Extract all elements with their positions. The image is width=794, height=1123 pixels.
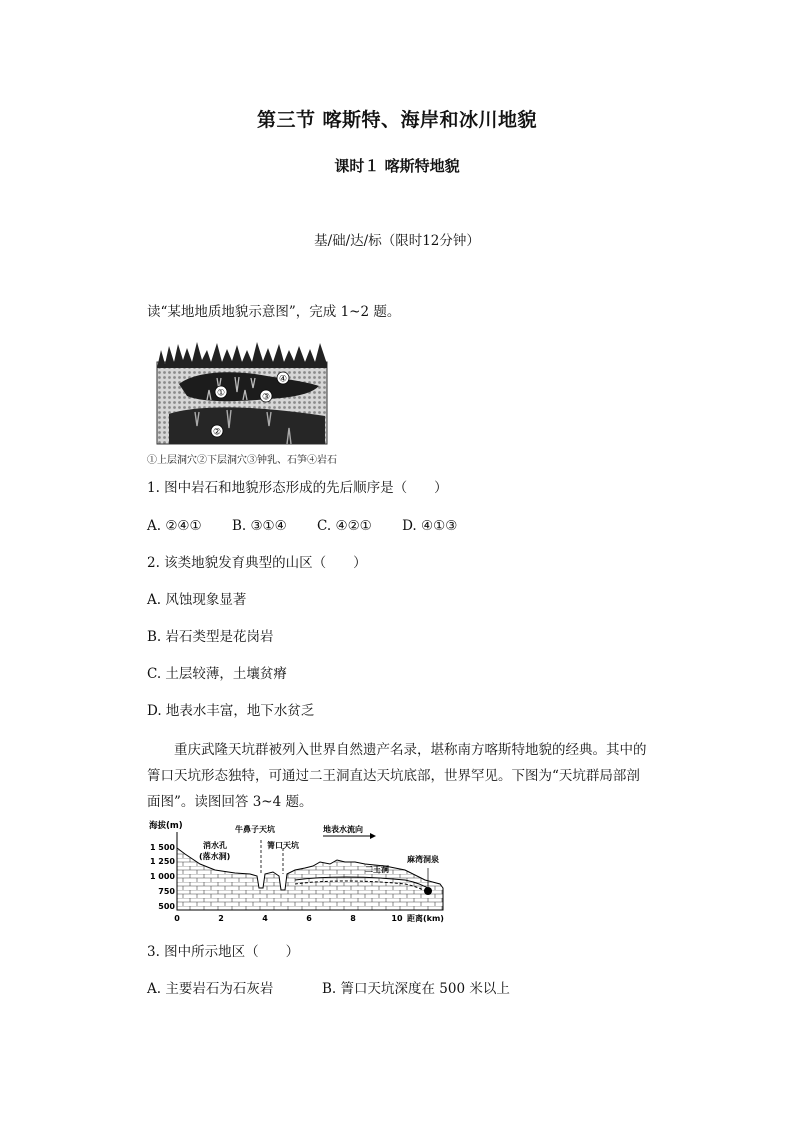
label-niubizi: 牛鼻子天坑	[235, 825, 275, 834]
question-3-stem: 3. 图中所示地区（ ）	[147, 944, 300, 960]
y-tick-1500: 1 500	[149, 843, 175, 852]
x-tick-10: 10	[391, 914, 403, 923]
x-tick-6: 6	[306, 914, 312, 923]
figure-caption: ①上层洞穴②下层洞穴③钟乳、石笋④岩石	[147, 455, 337, 466]
marker-4: ④	[278, 374, 288, 385]
figure-karst-section	[147, 340, 337, 466]
question-2-stem: 2. 该类地貌发育典型的山区（ ）	[147, 555, 367, 571]
label-erwang: 二王洞	[365, 865, 389, 874]
lesson-subtitle: 课时１ 喀斯特地貌	[334, 157, 460, 175]
page-title: 第三节 喀斯特、海岸和冰川地貌	[256, 109, 538, 131]
label-xiaoshui: 消水孔	[203, 841, 227, 850]
q3-option-b[interactable]: B. 箐口天坑深度在 500 米以上	[322, 981, 510, 997]
question-1-stem: 1. 图中岩石和地貌形态形成的先后顺序是（ ）	[147, 480, 448, 496]
q1-option-b[interactable]: B. ③①④	[231, 518, 287, 534]
q2-option-b[interactable]: B. 岩石类型是花岗岩	[147, 629, 274, 645]
figure-tiankeng-section	[145, 818, 455, 928]
q1-option-d[interactable]: D. ④①③	[402, 518, 458, 534]
y-axis-label: 海拔(m)	[149, 821, 183, 831]
q3-option-a[interactable]: A. 主要岩石为石灰岩	[147, 981, 274, 997]
label-flow: 地表水流向	[323, 825, 363, 834]
x-tick-2: 2	[218, 914, 224, 923]
y-tick-500: 500	[158, 902, 175, 911]
q1-option-a[interactable]: A. ②④①	[147, 518, 202, 534]
x-tick-4: 4	[262, 914, 268, 923]
marker-2: ②	[212, 427, 222, 438]
question-1-options	[147, 516, 483, 536]
x-tick-0: 0	[174, 914, 180, 923]
label-luoshui: (落水洞)	[199, 852, 231, 861]
tiankeng-profile	[145, 818, 455, 928]
marker-1: ①	[216, 388, 226, 399]
label-mawan: 麻湾洞泉	[407, 855, 439, 864]
q1-option-c[interactable]: C. ④②①	[317, 518, 372, 534]
y-tick-750: 750	[158, 887, 175, 896]
karst-illustration	[147, 340, 337, 445]
intro-1: 读“某地地质地貌示意图”，完成 1~2 题。	[147, 304, 401, 320]
x-tick-8: 8	[350, 914, 356, 923]
intro-2: 重庆武隆天坑群被列入世界自然遗产名录，堪称南方喀斯特地貌的经典。其中的箐口天坑形态独特，可通过二王洞直达天坑底部，世界罕见。下图为“天坑群局部剖面图”。读图回答 3~4 题。	[147, 742, 647, 810]
q2-option-c[interactable]: C. 土层较薄，土壤贫瘠	[147, 666, 287, 682]
x-axis-label: 距离(km)	[407, 914, 444, 923]
label-jingkou: 箐口天坑	[267, 841, 299, 850]
q2-option-d[interactable]: D. 地表水丰富，地下水贫乏	[147, 703, 315, 719]
y-tick-1250: 1 250	[149, 857, 175, 866]
y-tick-1000: 1 000	[149, 872, 175, 881]
marker-3: ③	[261, 392, 271, 403]
section-heading: 基/础/达/标（限时12分钟）	[314, 233, 480, 249]
q2-option-a[interactable]: A. 风蚀现象显著	[147, 592, 247, 608]
